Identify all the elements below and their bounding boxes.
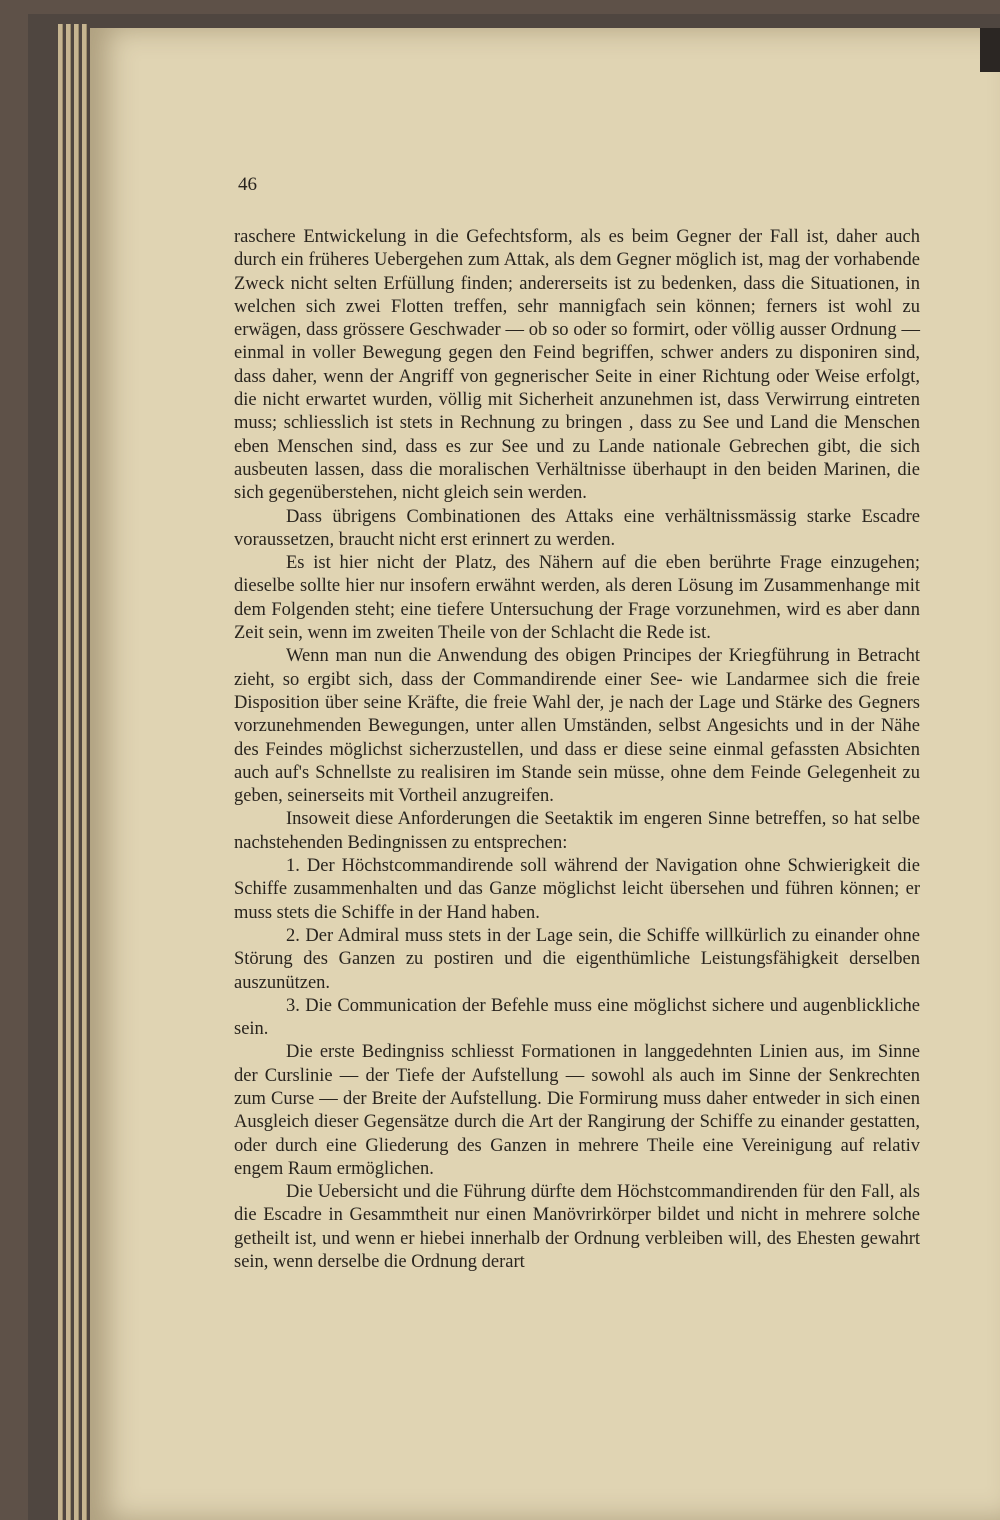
paragraph: Insoweit diese Anforderungen die Seetaktik im engeren Sinne betreffen, so hat selbe nachstehenden Bedingnissen zu entsprechen: <box>234 809 920 853</box>
paragraph: Die erste Bedingniss schliesst Formationen in langgedehnten Linien aus, im Sinne der Curslinie — der Tiefe der Aufstellung — sowohl als auch im Sinne der Senkrechten zum Curse — der Breite der Aufstellung. Die Formirung muss daher entweder in sich einen Ausgleich dieser Gegensätze durch die Art der Rangirung der Schiffe zu einander gestatten, oder durch eine Gliederung des Ganzen in mehrere Theile eine Vereinigung auf relativ engem Raum ermöglichen. <box>234 1042 920 1179</box>
numbered-condition: 3. Die Communication der Befehle muss eine möglichst sichere und augenblickliche sein. <box>234 995 920 1040</box>
page-edge <box>58 24 63 1520</box>
page-edge <box>82 24 87 1520</box>
paragraph: Dass übrigens Combinationen des Attaks eine verhältnissmässig starke Escadre voraussetzen, braucht nicht erst erinnert zu werden. <box>234 506 920 550</box>
paragraph: Die Uebersicht und die Führung dürfte dem Höchstcommandirenden für den Fall, als die Escadre in Gesammtheit nur einen Manövrirkörper bildet und nicht in mehrere solche getheilt ist, und wenn er hiebei innerhalb der Ordnung verbleiben will, des Ehesten gewahrt sein, wenn derselbe die Ordnung derart <box>234 1182 920 1273</box>
numbered-condition: 2. Der Admiral muss stets in der Lage sein, die Schiffe willkürlich zu einander ohne Störung des Ganzen zu postiren und die eigenthümliche Leistungsfähigkeit derselben auszunützen. <box>234 925 920 993</box>
paragraph: raschere Entwickelung in die Gefechtsform, als es beim Gegner der Fall ist, daher auch durch ein früheres Uebergehen zum Attak, als dem Gegner möglich ist, mag der vorhabende Zweck nicht selten Erfüllung finden; andererseits ist zu bedenken, dass die Situationen, in welchen sich zwei Flotten treffen, sehr mannigfach sein können; ferners ist wohl zu erwägen, dass grössere Geschwader — ob so oder so formirt, oder völlig ausser Ordnung — einmal in voller Bewegung gegen den Feind begriffen, schwer anders zu disponiren sind, dass daher, wenn der Angriff von gegnerischer Seite in einer Richtung oder Weise erfolgt, die nicht erwartet wurden, völlig mit Sicherheit anzunehmen ist, dass Verwirrung eintreten muss; schliesslich ist stets in Rechnung zu bringen , dass zu See und Land die Menschen eben Menschen sind, dass es zur See und zu Lande nationale Gebrechen gibt, die sich ausbeuten lassen, dass die moralischen Verhältnisse überhaupt in den beiden Marinen, die sich gegenüberstehen, nicht gleich sein werden. <box>234 227 920 504</box>
page-number: 46 <box>238 174 257 195</box>
paragraph: Es ist hier nicht der Platz, des Nähern auf die eben berührte Frage einzugehen; dieselbe sollte hier nur insofern erwähnt werden, als deren Lösung im Zusammenhange mit dem Folgenden steht; eine tiefere Untersuchung der Frage vorzunehmen, wird es aber dann Zeit sein, wenn im zweiten Theile von der Schlacht die Rede ist. <box>234 553 920 644</box>
dark-corner <box>980 28 1000 72</box>
page-edge <box>74 24 79 1520</box>
page-edge <box>66 24 71 1520</box>
paragraph: Wenn man nun die Anwendung des obigen Principes der Kriegführung in Betracht zieht, so ergibt sich, dass der Commandirende einer See- wie Landarmee sich die freie Disposition über seine Kräfte, die freie Wahl der, je nach der Lage und Stärke des Gegners vorzunehmenden Bewegungen, unter allen Umständen, selbst Angesichts und in der Nähe des Feindes möglichst sicherzustellen, und dass er diese seine einmal gefassten Absichten auch auf's Schnellste zu realisiren im Stande sein müsse, ohne dem Feinde Gelegenheit zu geben, seinerseits mit Vortheil anzugreifen. <box>234 646 920 807</box>
body-text <box>234 226 920 1274</box>
numbered-condition: 1. Der Höchstcommandirende soll während der Navigation ohne Schwierigkeit die Schiffe zusammenhalten und das Ganze möglichst leicht übersehen und führen können; er muss stets die Schiffe in der Hand haben. <box>234 856 920 923</box>
